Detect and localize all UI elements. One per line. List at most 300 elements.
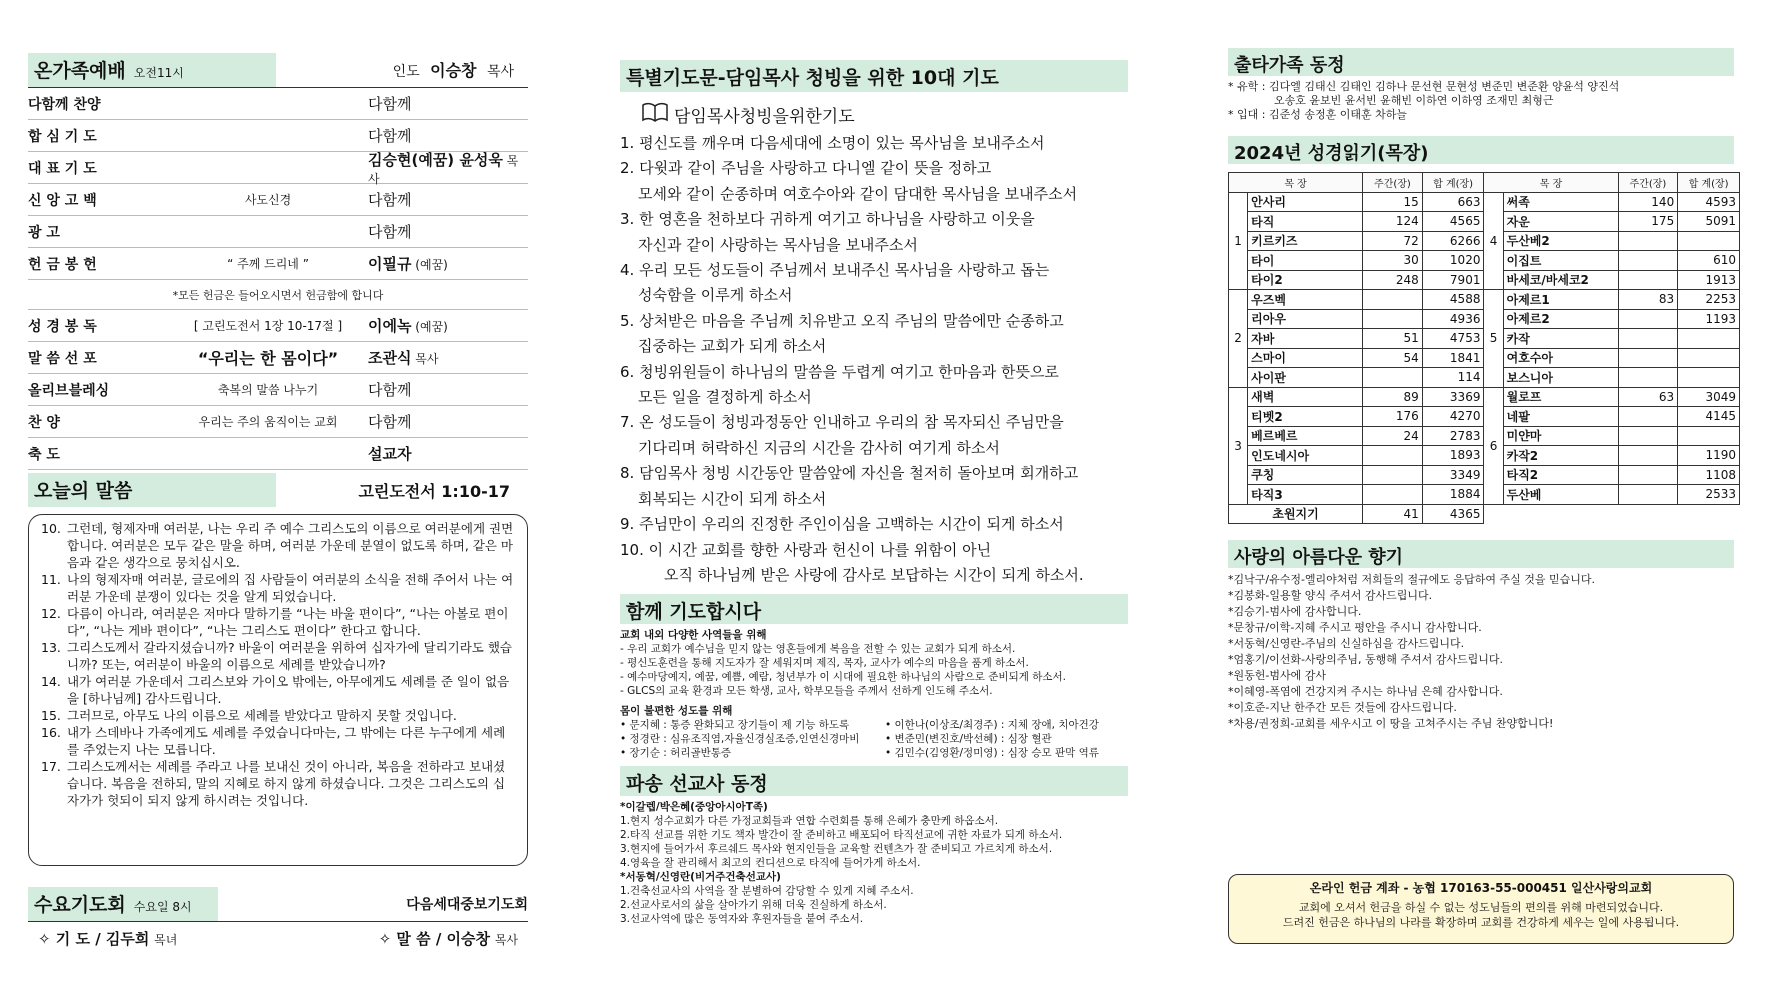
book-name: 두산베2 [1503,231,1618,251]
worship-row-label: 축 도 [28,446,60,463]
weekly-count [1618,426,1678,446]
book-name: 타이2 [1248,270,1363,290]
book-name: 타직3 [1248,485,1363,505]
book-name: 인도네시아 [1248,446,1363,466]
total-count: 4588 [1422,290,1484,310]
together-title: 함께 기도합시다 [620,594,1128,624]
mission1-lines [620,814,1135,870]
total-count: 1108 [1678,465,1740,485]
worship-row [28,342,528,374]
word-ref: 고린도전서 1:10-17 [358,481,510,501]
worship-row-extra: (예꿈) [411,258,448,272]
book-name: 리아우 [1248,309,1363,329]
mission-line: 4.영육을 잘 관리해서 최고의 컨디션으로 타직에 들어가게 하소서. [620,857,921,870]
prayer-item: 집중하는 교회가 되게 하소서 [638,337,827,356]
worship-row-detail: [ 고린도전서 1장 10-17절 ] [193,319,343,333]
verse-text: 다름이 아니라, 여러분은 저마다 말하기를 “나는 바울 편이다”, “나는 아볼로 편이다”, “나는 게바 편이다”, “나는 그리스도 편이다” 한다고 합니다. [67,606,509,638]
mission-line: 2.타직 선교를 위한 기도 책자 발간이 잘 준비하고 배포되어 타직선교에 귀한 자료가 되게 하소서. [620,829,1063,842]
mission-line: 3.선교사역에 많은 동역자와 후원자들을 붙여 주소서. [620,913,864,926]
love-line: *서동혁/신영란-주님의 신실하심을 감사드립니다. [1228,637,1465,650]
prayer-item: 5. 상처받은 마음을 주님께 치유받고 오직 주님의 말씀에만 순종하고 [620,311,1064,330]
together-line: - 평신도훈련을 통해 지도자가 잘 세워지며 제직, 목자, 교사가 예수의 마음을 품게 하소서. [620,657,1029,670]
total-count: 5091 [1678,212,1740,232]
mission-line: 2.선교사로서의 삶을 살아가기 위해 더욱 진실하게 하소서. [620,899,887,912]
worship-row-label: 말 씀 선 포 [28,350,97,367]
together-lines [620,642,1135,698]
bible-reading-title: 2024년 성경읽기(목장) [1228,136,1734,164]
worship-row-person [368,443,528,464]
verse-number: 14. [41,674,61,689]
weekly-count: 83 [1618,290,1678,310]
sick-item: • 이한나(이상조/최경주) : 지체 장애, 치아건강 [885,719,1099,732]
total-count: 4593 [1678,192,1740,212]
total-count: 2253 [1678,290,1740,310]
sick-right [885,718,1099,760]
together-line: - 예수마당예지, 예꿈, 예쁨, 예람, 청년부가 이 시대에 필요한 하나님의 사람으로 준비되게 하소서. [620,671,1066,684]
worship-row-detail: “우리는 한 몸이다” [197,349,339,368]
wednesday-badge [28,887,218,921]
love-line: *원동헌-범사에 감사 [1228,669,1326,682]
prayer-item: 9. 주님만이 우리의 진정한 주인이심을 고백하는 시간이 되게 하소서 [620,515,1064,534]
love-line: *엄홍기/이선화-사랑의주님, 동행해 주셔서 감사드립니다. [1228,653,1504,666]
prayer-item: 7. 온 성도들이 청빙과정동안 인내하고 우리의 참 목자되신 주님만을 [620,413,1064,432]
total-count: 1893 [1422,446,1484,466]
worship-row-label: 대 표 기 도 [28,160,97,177]
worship-row-label: 헌 금 봉 헌 [28,256,97,273]
mission2-lines [620,884,1135,926]
sick-item: • 문지혜 : 통증 완화되고 장기들이 제 기능 하도록 [620,719,850,732]
worship-leader [393,58,528,81]
table-header-cell: 주간(장) [1363,173,1423,193]
verse-text: 그리스도께서는 세례를 주라고 나를 보내신 것이 아니라, 복음을 전하라고 보내셨습니다. 복음을 전하되, 말의 지혜로 하지 않게 하셨습니다. 그것은 그리스도의 십자가가 헛되이 되지 않게 하시려는 것입니다. [67,759,506,808]
weekly-count [1618,407,1678,427]
love-line: *이호준-지난 한주간 모든 것들에 감사드립니다. [1228,701,1457,714]
mission2-head: *서동혁/신영란(비거주건축선교사) [620,871,781,884]
prayer-item: 자신과 같이 사랑하는 목사님을 보내주소서 [638,235,918,254]
worship-row-name: 다함께 [368,127,412,145]
total-count [1678,329,1740,349]
weekly-count [1618,270,1678,290]
total-count: 1884 [1422,485,1484,505]
worship-row-name: 김승현(예꿈) 윤성욱 [368,150,503,169]
worship-row-name: 다함께 [368,223,412,241]
table-row [1229,192,1740,212]
worship-row [28,216,528,248]
worship-row-detail: 우리는 주의 움직이는 교회 [198,415,338,429]
worship-row-name: 이필규 [368,255,412,273]
worship-row [28,88,528,120]
group-number: 5 [1484,290,1503,388]
verse-item [41,724,515,758]
love-line: *김봉화-일용할 양식 주셔서 감사드립니다. [1228,589,1433,602]
weekly-count [1618,465,1678,485]
verse-item [41,520,515,571]
total-count: 4753 [1422,329,1484,349]
verse-text: 그러므로, 아무도 나의 이름으로 세례를 받았다고 말하지 못할 것입니다. [67,708,457,723]
prayer-item: 오직 하나님께 받은 사랑에 감사로 보답하는 시간이 되게 하소서. [664,565,1084,584]
total-count: 1190 [1678,446,1740,466]
total-count [1678,426,1740,446]
online-offering-line1: 교회에 오셔서 헌금을 하실 수 없는 성도님들의 편의를 위해 마련되었습니다. [1298,901,1664,914]
worship-row-name: 설교자 [368,445,412,463]
love-title: 사랑의 아름다운 향기 [1228,540,1734,568]
table-header-row [1229,173,1740,193]
total-count: 1193 [1678,309,1740,329]
verse-item [41,571,515,605]
together-line: - GLCS의 교육 환경과 모든 학생, 교사, 학부모들을 주께서 선하게 인도해 주소서. [620,685,993,698]
together-line: - 우리 교회가 예수님을 믿지 않는 영혼들에게 복음을 전할 수 있는 교회가 되게 하소서. [620,643,1016,656]
worship-row-person [368,253,528,274]
worship-row-detail: 사도신경 [244,193,292,207]
weekly-count [1618,231,1678,251]
offering-note: *모든 헌금은 들어오시면서 헌금함에 합니다 [28,280,528,310]
prayer-item: 10. 이 시간 교회를 향한 사랑과 헌신이 나를 위함이 아닌 [620,540,992,559]
book-name: 미얀마 [1503,426,1618,446]
total-count: 1020 [1422,251,1484,271]
verse-number: 12. [41,606,61,621]
worship-row-person [368,93,528,114]
total-count: 2783 [1422,426,1484,446]
total-count: 3369 [1422,387,1484,407]
verse-number: 16. [41,725,61,740]
verse-text: 내가 여러분 가운데서 그리스보와 가이오 밖에는, 아무에게도 세례를 준 일이 없음을 [하나님께] 감사드립니다. [67,674,510,706]
verse-text: 그런데, 형제자매 여러분, 나는 우리 주 예수 그리스도의 이름으로 여러분에게 권면합니다. 여러분은 모두 같은 말을 하며, 여러분 가운데 분열이 없도록 하며, 같은 마음과 같은 생각으로 뭉치십시오. [67,521,514,570]
weekly-count: 140 [1618,192,1678,212]
total-count: 4270 [1422,407,1484,427]
verse-item [41,673,515,707]
worship-row-person [368,125,528,146]
bible-table-wrap [1228,172,1740,524]
worship-row-detail: 축복의 말씀 나누기 [217,383,319,397]
sick-left [620,718,885,760]
weekly-count [1618,485,1678,505]
verse-item [41,605,515,639]
total-count [1678,348,1740,368]
worship-row-label: 신 앙 고 백 [28,192,97,209]
weekly-count: 63 [1618,387,1678,407]
weekly-count: 51 [1363,329,1423,349]
wednesday-header [28,886,528,922]
worship-row-label: 광 고 [28,224,60,241]
book-name: 타직 [1248,212,1363,232]
family-line: * 유학 : 김다엘 김태신 김태인 김하나 문선현 문현성 변준민 변준환 양윤석 양진석 [1228,80,1620,93]
love-line: *김낙구/유수정-엘리야처럼 저희들의 절규에도 응답하여 주실 것을 믿습니다. [1228,573,1596,586]
scripture-box [28,514,528,866]
weekly-count: 248 [1363,270,1423,290]
total-count [1678,231,1740,251]
weekly-count: 30 [1363,251,1423,271]
book-name: 타직2 [1503,465,1618,485]
prayer-list [620,131,1135,588]
weekly-count [1363,485,1423,505]
book-name: 써족 [1503,192,1618,212]
total-count: 4145 [1678,407,1740,427]
mission-block [620,800,1135,926]
worship-row [28,248,528,280]
prayer-item: 회복되는 시간이 되게 하소서 [638,489,827,508]
table-header-cell: 주간(장) [1618,173,1678,193]
weekly-count [1618,368,1678,388]
mission1-head: *이갈렙/박은혜(중앙아시아T족) [620,801,768,814]
worship-row [28,374,528,406]
prayer-subtitle: 담임목사청빙을위한기도 [674,107,855,127]
total-count: 2533 [1678,485,1740,505]
wednesday-word: ✧ 말 씀 / 이승창 [378,930,491,948]
wednesday-time: 수요일 8시 [133,899,192,914]
prayer-item: 모세와 같이 순종하며 여호수아와 같이 담대한 목사님을 보내주소서 [638,184,1078,203]
book-name: 자바 [1248,329,1363,349]
wednesday-word-title: 목사 [494,933,518,947]
group-number: 3 [1229,387,1248,504]
verse-text: 그리스도께서 갈라지셨습니까? 바울이 여러분을 위하여 십자가에 달리기라도 했습니까? 또는, 여러분이 바울의 이름으로 세례를 받았습니까? [67,640,512,672]
worship-row [28,438,528,470]
worship-row-name: 다함께 [368,191,412,209]
verse-number: 11. [41,572,61,587]
weekly-count: 176 [1363,407,1423,427]
group-number: 1 [1229,192,1248,290]
book-name: 아제르1 [1503,290,1618,310]
weekly-count: 15 [1363,192,1423,212]
weekly-count [1618,446,1678,466]
book-name: 티벳2 [1248,407,1363,427]
online-offering-title: 온라인 헌금 계좌 - 농협 170163-55-000451 일산사랑의교회 [1309,881,1653,895]
book-name: 카작 [1503,329,1618,349]
prayer-item: 8. 담임목사 청빙 시간동안 말씀앞에 자신을 철저히 돌아보며 회개하고 [620,464,1079,483]
leader-role: 인도 [392,64,420,80]
weekly-count [1618,348,1678,368]
online-offering-box [1228,874,1734,944]
sick-item: • 장기순 : 허리골반통증 [620,747,732,760]
sick-head: 몸이 불편한 성도를 위해 [620,705,733,718]
prayer-item: 2. 다윗과 같이 주님을 사랑하고 다니엘 같이 뜻을 정하고 [620,159,992,178]
weekly-count: 89 [1363,387,1423,407]
worship-row [28,152,528,184]
total-count: 7901 [1422,270,1484,290]
mission-line: 1.현지 성수교회가 다른 가정교회들과 연합 수련회를 통해 은혜가 충만케 하옵소서. [620,815,999,828]
worship-row [28,406,528,438]
total-count [1678,368,1740,388]
book-name: 사이판 [1248,368,1363,388]
prayer-item: 1. 평신도를 깨우며 다음세대에 소명이 있는 목사님을 보내주소서 [620,134,1045,152]
worship-header [28,52,528,88]
total-count: 114 [1422,368,1484,388]
table-row [1229,387,1740,407]
prayer-column [620,0,1135,926]
worship-row-name: 이에녹 [368,317,412,335]
weekly-count [1363,465,1423,485]
prayer-item: 4. 우리 모든 성도들이 주님께서 보내주신 목사님을 사랑하고 돕는 [620,261,1050,280]
table-header-cell: 합 계(장) [1678,173,1740,193]
family-line: * 입대 : 김준성 송정훈 이태훈 차하늘 [1228,108,1407,121]
family-line: 오송호 윤보빈 윤서빈 윤해빈 이하연 이하영 조재민 최형근 [1274,94,1554,107]
book-icon [642,102,668,127]
weekly-count [1363,368,1423,388]
table-header-cell: 합 계(장) [1422,173,1484,193]
worship-row-person [368,221,528,242]
verse-number: 10. [41,521,61,536]
worship-row-extra: (예꿈) [411,320,448,334]
total-count: 3349 [1422,465,1484,485]
sick-item: • 변준민(변진호/박선혜) : 심장 혈관 [885,733,1052,746]
leader-title: 목사 [486,64,514,80]
wednesday-right: 다음세대중보기도회 [406,896,528,913]
wednesday-prayer: ✧ 기 도 / 김두희 [38,930,150,948]
book-name: 쿠칭 [1248,465,1363,485]
verse-item [41,639,515,673]
love-lines [1228,572,1740,732]
word-header [28,472,528,508]
book-name: 네팔 [1503,407,1618,427]
together-head: 교회 내외 다양한 사역들을 위해 [620,629,767,642]
prayer-item: 3. 한 영혼을 천하보다 귀하게 여기고 하나님을 사랑하고 이웃을 [620,210,1035,229]
book-name: 키르키즈 [1248,231,1363,251]
verse-text: 내가 스데바나 가족에게도 세례를 주었습니다마는, 그 밖에는 다른 누구에게 세례를 주었는지 나는 모릅니다. [67,725,506,757]
worship-row-person [368,315,528,336]
family-title: 출타가족 동정 [1228,48,1734,76]
weekly-count: 54 [1363,348,1423,368]
weekly-count: 41 [1363,504,1423,524]
sick-list [620,718,1135,760]
book-name: 타이 [1248,251,1363,271]
worship-row-person [368,189,528,210]
table-row [1229,504,1740,524]
worship-row-person [368,379,528,400]
table-row [1229,290,1740,310]
worship-time: 오전11시 [133,65,184,80]
weekly-count [1363,309,1423,329]
prayer-item: 성숙함을 이루게 하소서 [638,286,793,305]
book-name: 여호수아 [1503,348,1618,368]
worship-column [28,0,528,949]
worship-title-badge [28,53,276,87]
total-count: 1841 [1422,348,1484,368]
mission-title: 파송 선교사 동정 [620,766,1128,796]
book-name: 새벽 [1248,387,1363,407]
total-count: 610 [1678,251,1740,271]
worship-row-label: 다함께 찬양 [28,96,101,113]
verse-number: 13. [41,640,61,655]
book-name: 베르베르 [1248,426,1363,446]
worship-row-person [368,411,528,432]
weekly-count: 124 [1363,212,1423,232]
weekly-count [1618,251,1678,271]
family-lines [1228,80,1740,122]
prayer-item: 6. 청빙위원들이 하나님의 말씀을 두렵게 여기고 한마음과 한뜻으로 [620,362,1059,381]
worship-row-name: 다함께 [368,381,412,399]
book-name: 이집트 [1503,251,1618,271]
love-line: *차용/권정희-교회를 세우시고 이 땅을 고쳐주시는 주님 찬양합니다! [1228,717,1554,730]
special-prayer-title: 특별기도문-담임목사 청빙을 위한 10대 기도 [620,60,1128,92]
worship-row-extra: 목사 [411,352,439,366]
love-line: *김승기-범사에 감사합니다. [1228,605,1362,618]
table-header-cell: 목 장 [1484,173,1618,193]
mission-line: 3.현지에 들어가서 후르쉐드 목사와 현지인들을 교육할 컨텐츠가 잘 준비되고 가르치게 하소서. [620,843,1053,856]
book-name: 보스니아 [1503,368,1618,388]
worship-row-label: 합 심 기 도 [28,128,97,145]
mission-line: 1.건축선교사의 사역을 잘 분별하여 감당할 수 있게 지혜 주소서. [620,885,914,898]
worship-row-label: 찬 양 [28,414,60,431]
word-title: 오늘의 말씀 [28,473,276,507]
worship-row-person [368,347,528,368]
order-of-worship [28,88,528,280]
group-number: 2 [1229,290,1248,388]
worship-row-name: 다함께 [368,413,412,431]
total-count: 3049 [1678,387,1740,407]
weekly-count [1618,309,1678,329]
book-name: 자운 [1503,212,1618,232]
group-number: 6 [1484,387,1503,504]
online-offering-line2: 드려진 헌금은 하나님의 나라를 확장하며 교회를 건강하게 세우는 일에 사용됩니다. [1282,916,1680,929]
worship-row-detail: “ 주께 드리네 ” [227,257,309,271]
weekly-count [1363,446,1423,466]
total-count: 6266 [1422,231,1484,251]
total-count: 4936 [1422,309,1484,329]
weekly-count: 24 [1363,426,1423,446]
sick-item: • 정경란 : 심유조직염,자율신경실조증,인연신경마비 [620,733,860,746]
book-name: 초원지기 [1229,504,1363,524]
wednesday-title: 수요기도회 [34,893,126,916]
worship-row-name: 조관식 [368,349,412,367]
total-count: 4565 [1422,212,1484,232]
sick-item: • 김민수(김영환/정미영) : 심장 승모 판막 역류 [885,747,1099,760]
worship-row [28,120,528,152]
worship-row [28,310,528,342]
table-header-cell: 목 장 [1229,173,1363,193]
book-name: 두산베 [1503,485,1618,505]
prayer-item: 모든 일을 결정하게 하소서 [638,388,812,407]
weekly-count [1618,329,1678,349]
verse-text: 나의 형제자매 여러분, 글로에의 집 사람들이 여러분의 소식을 전해 주어서 나는 여러분 가운데 분쟁이 있다는 것을 알게 되었습니다. [67,572,514,604]
total-count: 4365 [1422,504,1484,524]
bible-reading-table [1228,172,1740,524]
verse-item [41,758,515,809]
worship-title: 온가족예배 [34,59,126,82]
worship-row-name: 다함께 [368,95,412,113]
worship-row-label: 올리브블레싱 [28,382,110,399]
worship-row-extra: 목사 [368,153,519,186]
weekly-count: 72 [1363,231,1423,251]
order-of-worship-2 [28,310,528,470]
verse-item [41,707,515,724]
worship-row-person [368,149,528,187]
leader-name: 이승창 [430,61,477,80]
book-name: 카작2 [1503,446,1618,466]
weekly-count: 175 [1618,212,1678,232]
worship-row [28,184,528,216]
book-name: 안사리 [1248,192,1363,212]
prayer-item: 기다리며 허락하신 지금의 시간을 감사히 여기게 하소서 [638,438,1000,457]
wednesday-roles [28,928,528,949]
book-name: 바세코/바세코2 [1503,270,1618,290]
together-block [620,628,1135,760]
book-name: 아제르2 [1503,309,1618,329]
news-column [1228,0,1740,732]
book-name: 월로프 [1503,387,1618,407]
verse-number: 17. [41,759,61,774]
total-count: 663 [1422,192,1484,212]
book-name: 스마이 [1248,348,1363,368]
worship-row-label: 성 경 봉 독 [28,318,97,335]
total-count: 1913 [1678,270,1740,290]
group-number: 4 [1484,192,1503,290]
love-line: *문창규/이학-지혜 주시고 평안을 주시니 감사합니다. [1228,621,1482,634]
prayer-subtitle-row [642,102,1135,127]
verse-number: 15. [41,708,61,723]
wednesday-prayer-title: 목녀 [154,933,178,947]
love-line: *이혜영-폭염에 건강지켜 주시는 하나님 은혜 감사합니다. [1228,685,1503,698]
weekly-count [1363,290,1423,310]
book-name: 우즈벡 [1248,290,1363,310]
